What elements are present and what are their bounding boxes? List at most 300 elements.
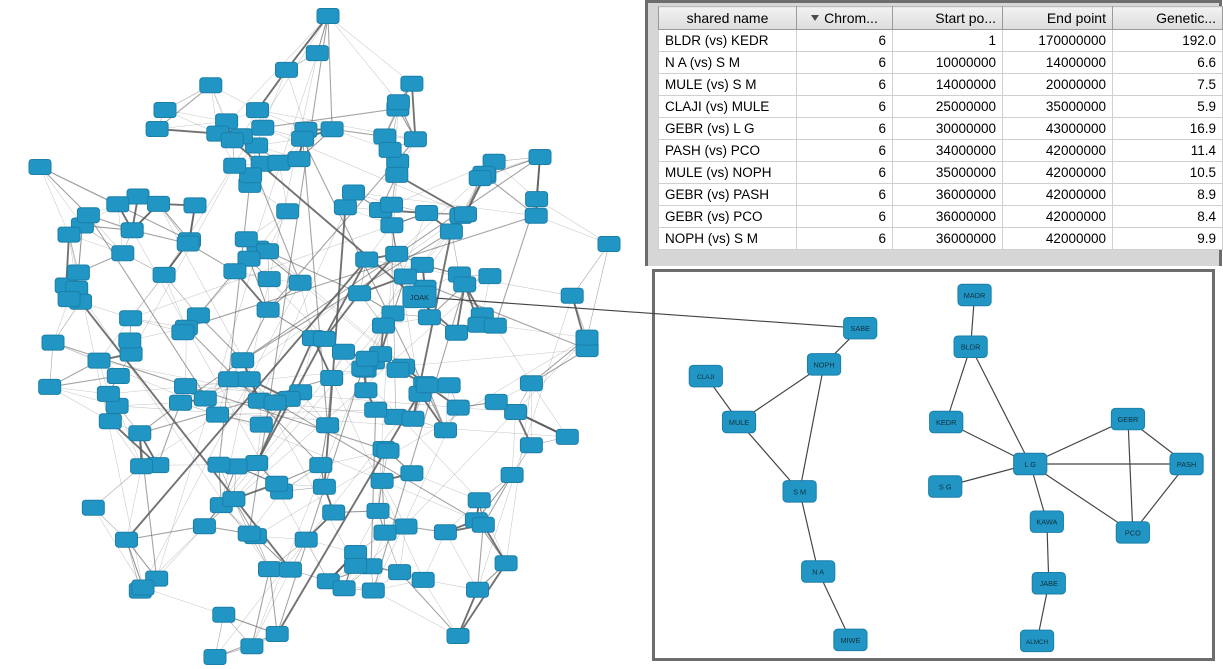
- network-node[interactable]: [107, 369, 129, 384]
- network-node[interactable]: [313, 479, 335, 494]
- network-node-shape[interactable]: [207, 407, 229, 422]
- network-node[interactable]: [374, 129, 396, 144]
- network-node-shape[interactable]: [127, 189, 149, 204]
- network-node[interactable]: [1014, 453, 1047, 474]
- network-node-shape[interactable]: [279, 562, 301, 577]
- network-node-shape[interactable]: [221, 133, 243, 148]
- network-node[interactable]: [317, 9, 339, 24]
- network-node-shape[interactable]: [292, 131, 314, 146]
- network-node-shape[interactable]: [479, 269, 501, 284]
- network-node-shape[interactable]: [387, 362, 409, 377]
- network-node-shape[interactable]: [323, 505, 345, 520]
- network-node-shape[interactable]: [193, 519, 215, 534]
- column-header-3[interactable]: Start po...: [893, 7, 1003, 30]
- network-node-shape[interactable]: [67, 265, 89, 280]
- network-node-shape[interactable]: [175, 379, 197, 394]
- network-node[interactable]: [213, 607, 235, 622]
- table-row[interactable]: [659, 52, 1223, 74]
- network-edge[interactable]: [946, 347, 970, 422]
- network-node-shape[interactable]: [343, 185, 365, 200]
- network-node[interactable]: [802, 561, 835, 582]
- network-node-shape[interactable]: [107, 197, 129, 212]
- network-node-shape[interactable]: [131, 459, 153, 474]
- network-node[interactable]: [184, 198, 206, 213]
- network-node[interactable]: [1030, 511, 1063, 532]
- network-node-shape[interactable]: [241, 639, 263, 654]
- network-node-shape[interactable]: [367, 503, 389, 518]
- network-node-shape[interactable]: [526, 192, 548, 207]
- network-node[interactable]: [277, 204, 299, 219]
- network-node[interactable]: [722, 411, 755, 432]
- network-node-shape[interactable]: [401, 76, 423, 91]
- network-node[interactable]: [495, 556, 517, 571]
- network-node[interactable]: [367, 503, 389, 518]
- network-node-shape[interactable]: [447, 400, 469, 415]
- network-node[interactable]: [333, 581, 355, 596]
- network-edge[interactable]: [800, 364, 824, 491]
- network-edge[interactable]: [287, 70, 306, 130]
- network-node[interactable]: [170, 395, 192, 410]
- network-node[interactable]: [289, 275, 311, 290]
- table-row[interactable]: [659, 74, 1223, 96]
- network-node-shape[interactable]: [416, 378, 438, 393]
- network-node[interactable]: [88, 353, 110, 368]
- network-node[interactable]: [485, 394, 507, 409]
- network-node[interactable]: [82, 500, 104, 515]
- network-node-shape[interactable]: [454, 277, 476, 292]
- network-node-shape[interactable]: [418, 310, 440, 325]
- network-node-shape[interactable]: [58, 227, 80, 242]
- network-node-shape[interactable]: [377, 443, 399, 458]
- network-node-shape[interactable]: [356, 252, 378, 267]
- network-node[interactable]: [132, 580, 154, 595]
- network-node-shape[interactable]: [238, 372, 260, 387]
- network-node[interactable]: [238, 526, 260, 541]
- table-row[interactable]: [659, 184, 1223, 206]
- network-node-shape[interactable]: [379, 142, 401, 157]
- network-node-shape[interactable]: [266, 627, 288, 642]
- network-node[interactable]: [377, 443, 399, 458]
- network-node[interactable]: [374, 525, 396, 540]
- network-node[interactable]: [958, 284, 991, 305]
- network-node-shape[interactable]: [259, 562, 281, 577]
- network-node[interactable]: [321, 122, 343, 137]
- network-node-shape[interactable]: [116, 532, 138, 547]
- network-node[interactable]: [576, 330, 598, 345]
- network-node[interactable]: [58, 292, 80, 307]
- network-node-shape[interactable]: [381, 197, 403, 212]
- network-node-shape[interactable]: [313, 479, 335, 494]
- network-node-shape[interactable]: [556, 429, 578, 444]
- network-node-shape[interactable]: [435, 423, 457, 438]
- network-node[interactable]: [834, 629, 867, 650]
- network-node[interactable]: [154, 103, 176, 118]
- network-node-shape[interactable]: [334, 200, 356, 215]
- network-node-shape[interactable]: [333, 344, 355, 359]
- network-node[interactable]: [807, 354, 840, 375]
- network-node[interactable]: [469, 171, 491, 186]
- network-node[interactable]: [505, 405, 527, 420]
- column-header-4[interactable]: End point: [1003, 7, 1113, 30]
- network-node-shape[interactable]: [112, 246, 134, 261]
- network-edge[interactable]: [800, 491, 819, 571]
- network-node-shape[interactable]: [82, 500, 104, 515]
- network-node[interactable]: [127, 189, 149, 204]
- column-header-1[interactable]: shared name: [659, 7, 797, 30]
- network-node-shape[interactable]: [268, 155, 290, 170]
- network-edge[interactable]: [255, 338, 587, 536]
- network-node[interactable]: [306, 46, 328, 61]
- network-node-shape[interactable]: [223, 492, 245, 507]
- network-node[interactable]: [77, 208, 99, 223]
- network-node[interactable]: [120, 311, 142, 326]
- network-node-shape[interactable]: [288, 152, 310, 167]
- network-node[interactable]: [172, 325, 194, 340]
- edge-table[interactable]: [658, 6, 1223, 250]
- network-node[interactable]: [268, 155, 290, 170]
- network-node[interactable]: [446, 325, 468, 340]
- network-node[interactable]: [258, 272, 280, 287]
- network-edge[interactable]: [140, 283, 300, 591]
- network-node[interactable]: [386, 246, 408, 261]
- network-node[interactable]: [1111, 408, 1144, 429]
- network-node[interactable]: [148, 196, 170, 211]
- edge-table-panel[interactable]: [645, 0, 1222, 266]
- network-node-shape[interactable]: [148, 196, 170, 211]
- network-node-shape[interactable]: [172, 325, 194, 340]
- network-node[interactable]: [200, 78, 222, 93]
- network-node[interactable]: [783, 481, 816, 502]
- table-row[interactable]: [659, 206, 1223, 228]
- network-node-shape[interactable]: [576, 330, 598, 345]
- network-node-shape[interactable]: [434, 525, 456, 540]
- network-node[interactable]: [112, 246, 134, 261]
- network-node-shape[interactable]: [321, 122, 343, 137]
- network-node[interactable]: [223, 492, 245, 507]
- network-node[interactable]: [389, 565, 411, 580]
- network-node[interactable]: [1032, 572, 1065, 593]
- network-node-shape[interactable]: [219, 372, 241, 387]
- network-node[interactable]: [356, 252, 378, 267]
- network-node-shape[interactable]: [146, 122, 168, 137]
- network-node[interactable]: [334, 200, 356, 215]
- network-node-shape[interactable]: [598, 237, 620, 252]
- network-node-shape[interactable]: [402, 411, 424, 426]
- network-node[interactable]: [107, 197, 129, 212]
- network-node[interactable]: [29, 160, 51, 175]
- network-node[interactable]: [175, 379, 197, 394]
- network-node-shape[interactable]: [264, 395, 286, 410]
- network-node-shape[interactable]: [371, 473, 393, 488]
- network-edge[interactable]: [458, 563, 506, 636]
- network-node-shape[interactable]: [99, 414, 121, 429]
- network-node[interactable]: [235, 232, 257, 247]
- network-node[interactable]: [440, 224, 462, 239]
- network-edge[interactable]: [1128, 419, 1133, 532]
- network-node[interactable]: [1020, 630, 1053, 651]
- network-node[interactable]: [416, 206, 438, 221]
- network-node-shape[interactable]: [258, 272, 280, 287]
- network-node[interactable]: [381, 218, 403, 233]
- network-node[interactable]: [468, 493, 490, 508]
- network-node[interactable]: [252, 120, 274, 135]
- network-edge[interactable]: [587, 244, 609, 338]
- network-node-shape[interactable]: [389, 565, 411, 580]
- network-node[interactable]: [317, 418, 339, 433]
- network-node[interactable]: [349, 286, 371, 301]
- network-node[interactable]: [1116, 522, 1149, 543]
- table-row[interactable]: [659, 162, 1223, 184]
- network-node[interactable]: [295, 532, 317, 547]
- network-node-shape[interactable]: [416, 206, 438, 221]
- network-node-shape[interactable]: [276, 62, 298, 77]
- network-node-shape[interactable]: [295, 532, 317, 547]
- network-node[interactable]: [99, 414, 121, 429]
- network-node-shape[interactable]: [257, 302, 279, 317]
- table-row[interactable]: [659, 118, 1223, 140]
- network-node[interactable]: [208, 457, 230, 472]
- network-node-shape[interactable]: [77, 208, 99, 223]
- network-node-shape[interactable]: [505, 405, 527, 420]
- network-node-shape[interactable]: [238, 526, 260, 541]
- network-node-shape[interactable]: [484, 318, 506, 333]
- network-node-shape[interactable]: [170, 395, 192, 410]
- network-node[interactable]: [526, 192, 548, 207]
- network-node[interactable]: [416, 378, 438, 393]
- network-node[interactable]: [97, 386, 119, 401]
- network-node-shape[interactable]: [438, 378, 460, 393]
- network-node-shape[interactable]: [485, 394, 507, 409]
- network-node[interactable]: [394, 269, 416, 284]
- network-node-shape[interactable]: [345, 558, 367, 573]
- network-node-shape[interactable]: [472, 517, 494, 532]
- network-node[interactable]: [402, 411, 424, 426]
- network-edge[interactable]: [143, 588, 224, 615]
- network-edge[interactable]: [40, 167, 118, 204]
- network-edge[interactable]: [328, 16, 398, 102]
- network-node[interactable]: [381, 197, 403, 212]
- network-node-shape[interactable]: [317, 418, 339, 433]
- network-node-shape[interactable]: [387, 95, 409, 110]
- network-node-shape[interactable]: [224, 264, 246, 279]
- network-node-shape[interactable]: [129, 426, 151, 441]
- network-node-shape[interactable]: [321, 371, 343, 386]
- network-node-shape[interactable]: [520, 376, 542, 391]
- network-node[interactable]: [194, 391, 216, 406]
- network-node[interactable]: [193, 519, 215, 534]
- network-node[interactable]: [434, 525, 456, 540]
- network-node-shape[interactable]: [39, 379, 61, 394]
- network-node-shape[interactable]: [310, 458, 332, 473]
- network-node[interactable]: [219, 372, 241, 387]
- network-node-shape[interactable]: [404, 132, 426, 147]
- network-node-shape[interactable]: [277, 204, 299, 219]
- network-node-shape[interactable]: [121, 223, 143, 238]
- network-node[interactable]: [356, 351, 378, 366]
- network-node[interactable]: [153, 267, 175, 282]
- network-node[interactable]: [386, 167, 408, 182]
- network-node[interactable]: [520, 438, 542, 453]
- network-node[interactable]: [401, 76, 423, 91]
- network-node-shape[interactable]: [386, 167, 408, 182]
- network-node-shape[interactable]: [107, 369, 129, 384]
- network-node[interactable]: [250, 417, 272, 432]
- network-node[interactable]: [401, 466, 423, 481]
- network-node[interactable]: [501, 468, 523, 483]
- network-node[interactable]: [323, 505, 345, 520]
- network-node-shape[interactable]: [88, 353, 110, 368]
- network-node[interactable]: [438, 378, 460, 393]
- network-node[interactable]: [321, 371, 343, 386]
- network-node[interactable]: [598, 237, 620, 252]
- network-node[interactable]: [131, 459, 153, 474]
- network-edge[interactable]: [412, 84, 416, 140]
- network-node-shape[interactable]: [97, 386, 119, 401]
- network-node-shape[interactable]: [455, 207, 477, 222]
- network-node-shape[interactable]: [29, 160, 51, 175]
- table-row[interactable]: [659, 30, 1223, 52]
- network-node[interactable]: [556, 429, 578, 444]
- network-node-shape[interactable]: [306, 46, 328, 61]
- network-node-shape[interactable]: [153, 267, 175, 282]
- network-node[interactable]: [447, 400, 469, 415]
- network-node[interactable]: [362, 583, 384, 598]
- network-node[interactable]: [1170, 453, 1203, 474]
- network-node-shape[interactable]: [224, 158, 246, 173]
- network-node-shape[interactable]: [317, 9, 339, 24]
- network-node-shape[interactable]: [561, 288, 583, 303]
- network-node-shape[interactable]: [501, 468, 523, 483]
- network-node[interactable]: [689, 365, 722, 386]
- network-node-shape[interactable]: [349, 286, 371, 301]
- network-node[interactable]: [39, 379, 61, 394]
- network-node[interactable]: [238, 372, 260, 387]
- network-node[interactable]: [954, 336, 987, 357]
- network-node-shape[interactable]: [246, 456, 268, 471]
- network-node[interactable]: [467, 582, 489, 597]
- network-node[interactable]: [292, 131, 314, 146]
- network-node-shape[interactable]: [194, 391, 216, 406]
- network-edge[interactable]: [971, 347, 1031, 464]
- network-node[interactable]: [67, 265, 89, 280]
- network-node-shape[interactable]: [373, 318, 395, 333]
- network-node[interactable]: [373, 318, 395, 333]
- network-node-shape[interactable]: [525, 208, 547, 223]
- network-node[interactable]: [177, 236, 199, 251]
- network-node[interactable]: [259, 562, 281, 577]
- network-edge[interactable]: [328, 16, 332, 129]
- network-edge[interactable]: [204, 276, 490, 526]
- network-edge[interactable]: [373, 591, 458, 637]
- network-node[interactable]: [412, 572, 434, 587]
- network-edge[interactable]: [495, 326, 531, 384]
- network-edge[interactable]: [287, 16, 329, 70]
- filter-icon[interactable]: [811, 14, 820, 23]
- network-node[interactable]: [224, 158, 246, 173]
- column-header-5[interactable]: Genetic...: [1113, 7, 1223, 30]
- network-node-shape[interactable]: [469, 171, 491, 186]
- network-node-shape[interactable]: [468, 493, 490, 508]
- network-node-shape[interactable]: [495, 556, 517, 571]
- network-node[interactable]: [355, 383, 377, 398]
- network-node[interactable]: [288, 152, 310, 167]
- network-node-shape[interactable]: [119, 333, 141, 348]
- network-node[interactable]: [929, 476, 962, 497]
- network-node-shape[interactable]: [446, 325, 468, 340]
- network-node-shape[interactable]: [252, 120, 274, 135]
- network-node[interactable]: [529, 150, 551, 165]
- network-node[interactable]: [266, 627, 288, 642]
- network-node[interactable]: [224, 264, 246, 279]
- network-node[interactable]: [232, 353, 254, 368]
- small-network-view[interactable]: [409, 269, 1215, 661]
- network-node-shape[interactable]: [154, 103, 176, 118]
- network-node[interactable]: [365, 402, 387, 417]
- network-node-shape[interactable]: [365, 402, 387, 417]
- network-node-shape[interactable]: [520, 438, 542, 453]
- network-node-shape[interactable]: [208, 457, 230, 472]
- network-node[interactable]: [119, 333, 141, 348]
- network-node-shape[interactable]: [395, 519, 417, 534]
- table-row[interactable]: [659, 96, 1223, 118]
- network-node[interactable]: [454, 277, 476, 292]
- network-node[interactable]: [58, 227, 80, 242]
- network-node-shape[interactable]: [247, 103, 269, 118]
- column-header-2[interactable]: [797, 7, 893, 30]
- network-node[interactable]: [447, 629, 469, 644]
- network-node-shape[interactable]: [381, 218, 403, 233]
- network-node[interactable]: [561, 288, 583, 303]
- network-node-shape[interactable]: [374, 525, 396, 540]
- network-node[interactable]: [279, 562, 301, 577]
- network-node-shape[interactable]: [401, 466, 423, 481]
- network-node-shape[interactable]: [132, 580, 154, 595]
- network-node-shape[interactable]: [266, 476, 288, 491]
- network-node[interactable]: [204, 650, 226, 665]
- network-node-shape[interactable]: [289, 275, 311, 290]
- network-node[interactable]: [371, 473, 393, 488]
- network-node[interactable]: [455, 207, 477, 222]
- network-node[interactable]: [930, 411, 963, 432]
- network-node[interactable]: [525, 208, 547, 223]
- network-node[interactable]: [520, 376, 542, 391]
- network-node-shape[interactable]: [333, 581, 355, 596]
- network-edge[interactable]: [512, 412, 516, 475]
- network-node-shape[interactable]: [204, 650, 226, 665]
- network-node-shape[interactable]: [213, 607, 235, 622]
- network-node-shape[interactable]: [356, 351, 378, 366]
- network-node-shape[interactable]: [355, 383, 377, 398]
- network-node[interactable]: [313, 331, 335, 346]
- network-node-shape[interactable]: [250, 417, 272, 432]
- network-edge[interactable]: [445, 532, 477, 590]
- network-node[interactable]: [387, 362, 409, 377]
- network-node-shape[interactable]: [313, 331, 335, 346]
- network-node[interactable]: [257, 302, 279, 317]
- network-node-shape[interactable]: [200, 78, 222, 93]
- network-node-shape[interactable]: [447, 629, 469, 644]
- network-node-shape[interactable]: [184, 198, 206, 213]
- network-node[interactable]: [241, 639, 263, 654]
- network-node[interactable]: [276, 62, 298, 77]
- network-node[interactable]: [403, 286, 436, 307]
- network-node-shape[interactable]: [374, 129, 396, 144]
- network-node-shape[interactable]: [394, 269, 416, 284]
- network-node[interactable]: [395, 519, 417, 534]
- network-node-shape[interactable]: [440, 224, 462, 239]
- network-node[interactable]: [484, 318, 506, 333]
- network-node-shape[interactable]: [362, 583, 384, 598]
